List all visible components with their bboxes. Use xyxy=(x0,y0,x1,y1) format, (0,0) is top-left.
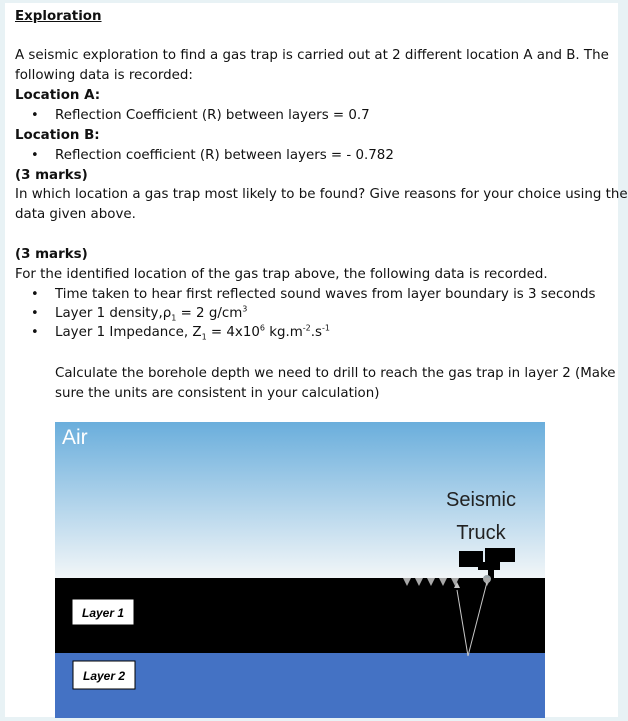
question2-bullet-time: Time taken to hear first reflected sound waves from layer boundary is 3 seconds xyxy=(55,287,596,302)
location-a-label: Location A: xyxy=(15,88,101,103)
air-label: Air xyxy=(62,426,88,449)
bullet-icon: • xyxy=(31,148,39,163)
calc-instruction-line-1: Calculate the borehole depth we need to drill to reach the gas trap in layer 2 (Make xyxy=(55,366,616,381)
question1-line-2: data given above. xyxy=(15,207,136,222)
question2-intro: For the identified location of the gas trap above, the following data is recorded. xyxy=(15,267,548,282)
section-heading: Exploration xyxy=(15,9,102,24)
location-b-item: Reflection coefficient (R) between layers = - 0.782 xyxy=(55,148,394,163)
question2-bullet-density: Layer 1 $density,\rho_1 = 2$ $g/cm^3$ xyxy=(55,304,248,323)
location-a-item: Reflection Coefficient (R) between layers = 0.7 xyxy=(55,108,370,123)
bullet-icon: • xyxy=(31,287,39,302)
bullet-icon: • xyxy=(31,108,39,123)
bullet-icon: • xyxy=(31,306,39,321)
truck-label-line-2: Truck xyxy=(456,522,506,544)
question2-marks: (3 marks) xyxy=(15,247,88,262)
question2-bullet-impedance: Layer 1 Impedance, $Z_1 = 4x10^6$ $kg.m^{-2}.s^{-1}$ xyxy=(55,323,330,342)
question-card xyxy=(5,3,628,717)
truck-label-line-1: Seismic xyxy=(445,489,517,511)
intro-line-2: following data is recorded: xyxy=(15,68,193,83)
calc-instruction-line-2: sure the units are consistent in your calculation) xyxy=(55,386,380,401)
layer2-label: Layer 2 xyxy=(82,669,126,683)
location-b-label: Location B: xyxy=(15,128,100,143)
layer1-label: Layer 1 xyxy=(81,606,125,620)
bullet-icon: • xyxy=(31,325,39,340)
question1-line-1: In which location a gas trap most likely to be found? Give reasons for your choice using the xyxy=(15,187,628,202)
question1-marks: (3 marks) xyxy=(15,168,88,183)
intro-line-1: A seismic exploration to find a gas trap is carried out at 2 different location A and B. The xyxy=(15,48,609,63)
seismic-diagram xyxy=(55,422,545,718)
